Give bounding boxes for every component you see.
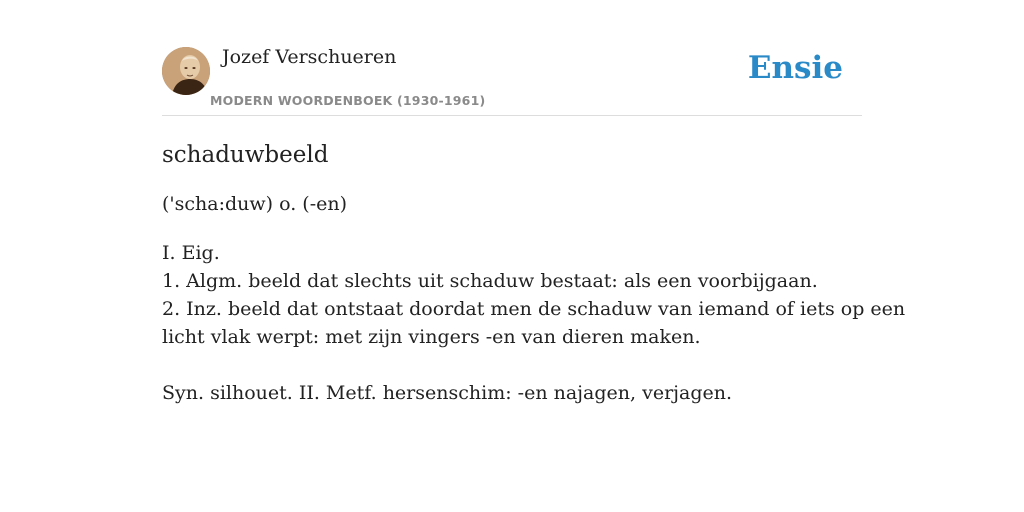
definition-line: 1. Algm. beeld dat slechts uit schaduw bestaat: als een voorbijgaan.	[162, 270, 818, 292]
source-label[interactable]: MODERN WOORDENBOEK (1930-1961)	[210, 93, 486, 108]
definition-line: Syn. silhouet. II. Metf. hersenschim: -en najagen, verjagen.	[162, 382, 733, 404]
author-avatar[interactable]	[162, 47, 210, 95]
entry-definition	[162, 239, 906, 407]
entry-header	[162, 44, 862, 116]
ensie-logo[interactable]: Ensie	[747, 50, 843, 86]
definition-spacer	[162, 351, 862, 379]
author-name[interactable]: Jozef Verschueren	[222, 46, 397, 68]
entry-card	[162, 44, 906, 407]
author-portrait-icon	[162, 47, 210, 95]
definition-line: licht vlak werpt: met zijn vingers -en van dieren maken.	[162, 326, 701, 348]
definition-line: I. Eig.	[162, 242, 220, 264]
definition-line: 2. Inz. beeld dat ontstaat doordat men de schaduw van iemand of iets op een	[162, 298, 906, 320]
entry-headword: schaduwbeeld	[162, 142, 329, 168]
entry-pronunciation: ('scha:duw) o. (-en)	[162, 193, 348, 215]
